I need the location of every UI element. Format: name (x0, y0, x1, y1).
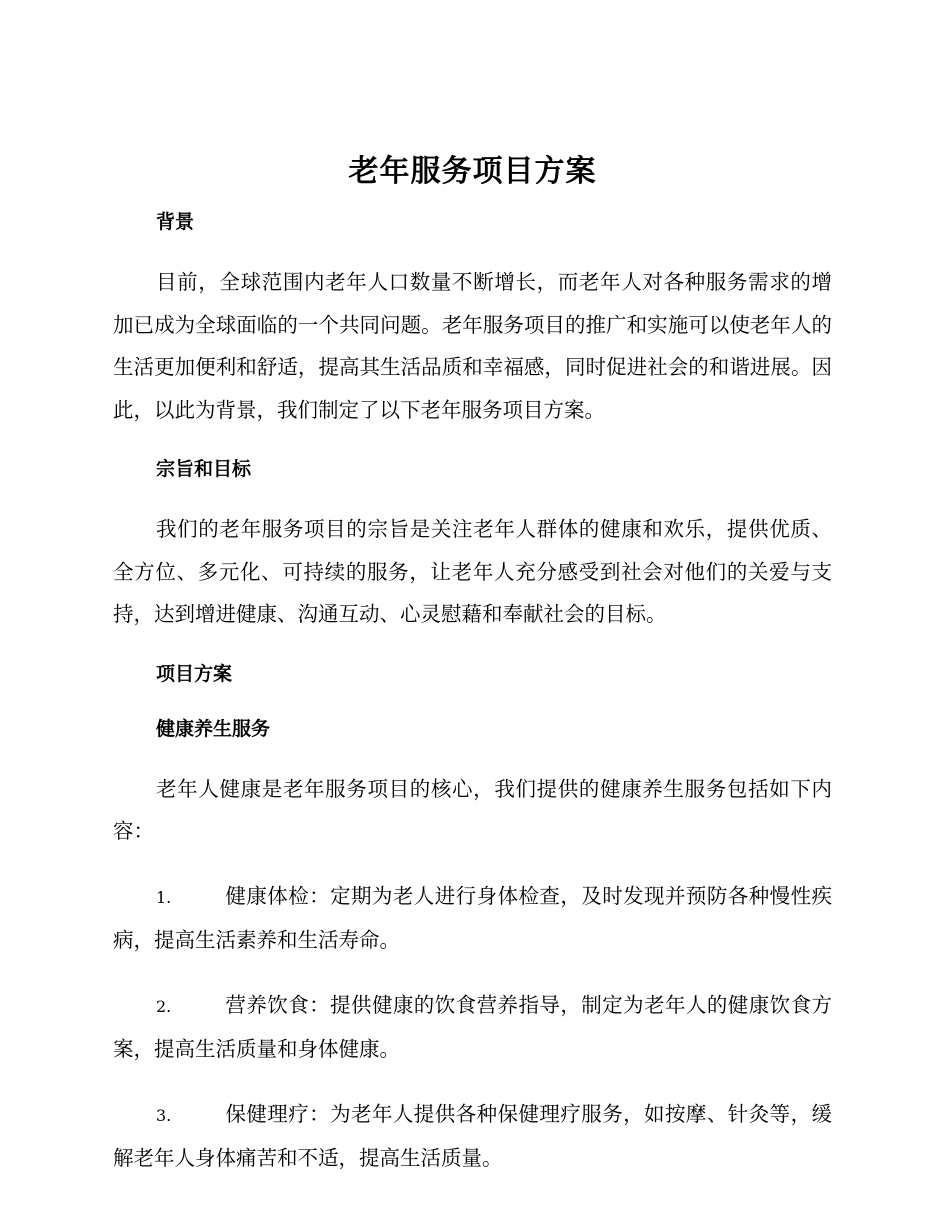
list-item-text: 营养饮食：提供健康的饮食营养指导，制定为老年人的健康饮食方案，提高生活质量和身体健康。 (113, 992, 832, 1061)
list-item-number: 2. (156, 996, 172, 1016)
health-intro-paragraph: 老年人健康是老年服务项目的核心，我们提供的健康养生服务包括如下内容： (113, 776, 832, 843)
list-item-text: 保健理疗：为老年人提供各种保健理疗服务，如按摩、针灸等，缓解老年人身体痛苦和不适，提高生活质量。 (113, 1101, 832, 1170)
section-heading-background: 背景 (156, 211, 195, 233)
section-heading-purpose: 宗旨和目标 (156, 458, 252, 480)
list-item (113, 1093, 832, 1180)
list-item (113, 984, 832, 1071)
document-title: 老年服务项目方案 (348, 154, 597, 189)
purpose-paragraph: 我们的老年服务项目的宗旨是关注老年人群体的健康和欢乐，提供优质、全方位、多元化、可持续的服务，让老年人充分感受到社会对他们的关爱与支持，达到增进健康、沟通互动、心灵慰藉和奉献社会的目标。 (113, 517, 832, 626)
section-heading-health: 健康养生服务 (156, 717, 271, 740)
list-item-number: 1. (156, 887, 172, 907)
list-item-number: 3. (156, 1105, 172, 1125)
list-item (113, 875, 832, 962)
list-item-text: 健康体检：定期为老人进行身体检查，及时发现并预防各种慢性疾病，提高生活素养和生活寿命。 (113, 883, 832, 952)
section-heading-plan: 项目方案 (156, 662, 233, 685)
background-paragraph: 目前，全球范围内老年人口数量不断增长，而老年人对各种服务需求的增加已成为全球面临的一个共同问题。老年服务项目的推广和实施可以使老年人的生活更加便利和舒适，提高其生活品质和幸福感，同时促进社会的和谐进展。因此，以此为背景，我们制定了以下老年服务项目方案。 (113, 270, 832, 422)
